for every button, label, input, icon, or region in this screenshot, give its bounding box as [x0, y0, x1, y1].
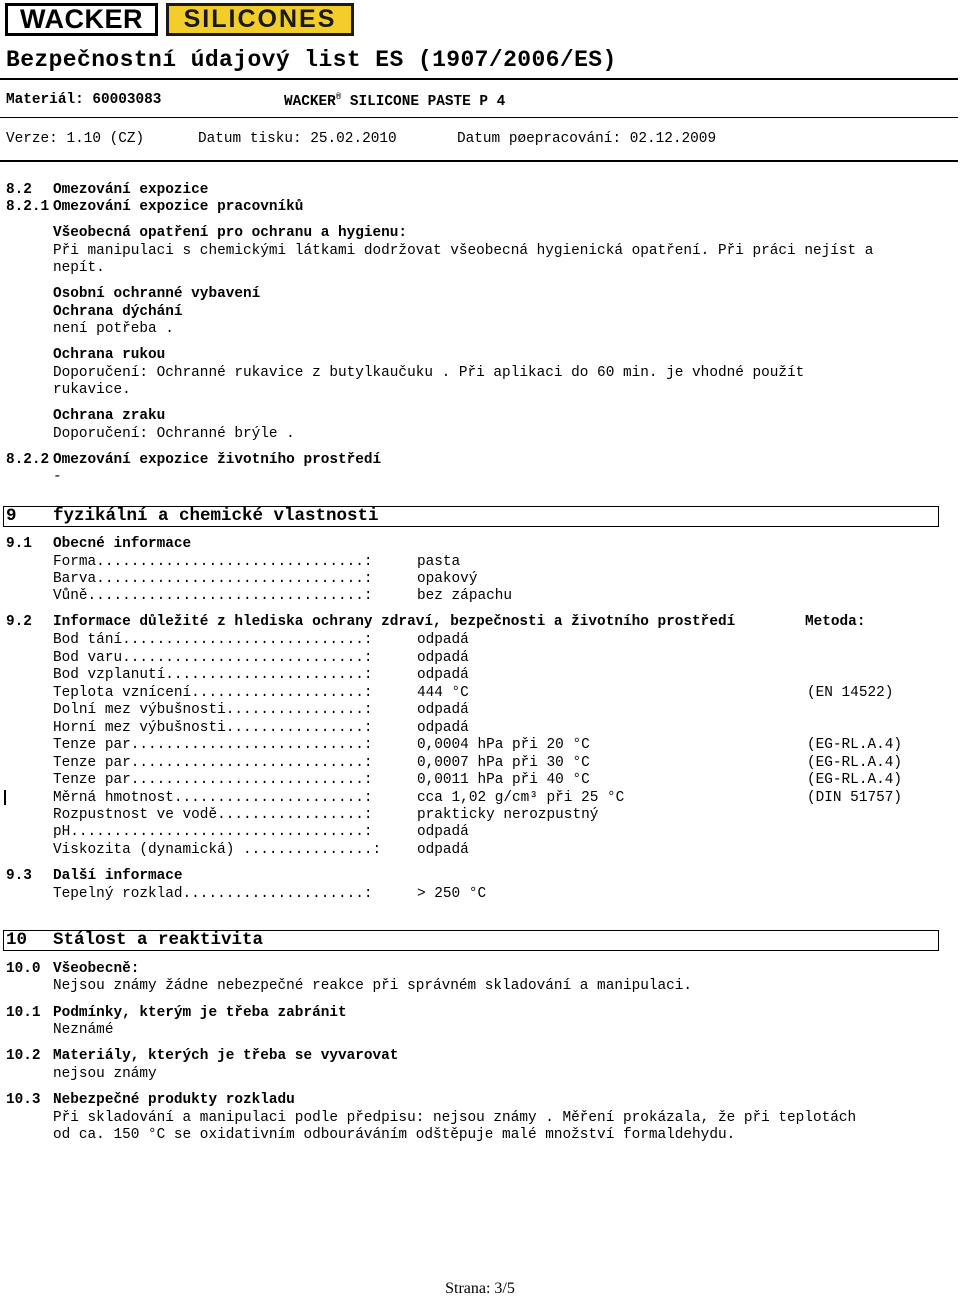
header-divider-2 — [0, 117, 958, 118]
property-label: Měrná hmotnost......................: — [53, 790, 373, 806]
version: Verze: 1.10 (CZ) — [6, 131, 145, 147]
property-method: (EG-RL.A.4) — [807, 755, 902, 771]
registered-mark: ® — [335, 92, 342, 102]
section-8-2-2-number: 8.2.2 — [6, 452, 50, 468]
property-label: Forma...............................: — [53, 554, 373, 570]
respiratory-heading: Ochrana dýchání — [53, 304, 183, 320]
section-10-title: Stálost a reaktivita — [53, 930, 264, 950]
section-9-header — [3, 506, 939, 527]
section-10-3-text-line1: Při skladování a manipulaci podle předpisu: nejsou známy . Měření prokázala, že při teplotách — [53, 1110, 857, 1126]
section-8-2-2-heading: Omezování expozice životního prostředí — [53, 452, 382, 468]
page-number: Strana: 3/5 — [445, 1280, 515, 1297]
property-value: prakticky nerozpustný — [417, 807, 599, 823]
header-divider — [0, 78, 958, 80]
property-value: 444 °C — [417, 685, 469, 701]
property-label: pH..................................: — [53, 824, 373, 840]
property-label: Bod varu............................: — [53, 650, 373, 666]
silicones-logo — [166, 3, 354, 36]
section-9-2-heading: Informace důležité z hlediska ochrany zdraví, bezpečnosti a životního prostředí — [53, 614, 736, 630]
property-value: 0,0004 hPa při 20 °C — [417, 737, 590, 753]
property-method: (EN 14522) — [807, 685, 894, 701]
method-column-header: Metoda: — [805, 614, 866, 630]
hygiene-text-line2: nepít. — [53, 260, 105, 276]
section-10-0-heading: Všeobecně: — [53, 961, 140, 977]
property-value: 0,0007 hPa při 30 °C — [417, 755, 590, 771]
property-value: odpadá — [417, 842, 469, 858]
property-label: Rozpustnost ve vodě.................: — [53, 807, 373, 823]
ppe-heading: Osobní ochranné vybavení — [53, 286, 261, 302]
hand-heading: Ochrana rukou — [53, 347, 166, 363]
property-value: odpadá — [417, 650, 469, 666]
section-9-3-heading: Další informace — [53, 868, 183, 884]
product-suffix: SILICONE PASTE P 4 — [349, 93, 506, 110]
revision-date: Datum pøepracování: 02.12.2009 — [457, 131, 717, 147]
document-title: Bezpečnostní údajový list ES (1907/2006/ES) — [6, 47, 617, 73]
environment-text: - — [53, 469, 62, 485]
property-value: odpadá — [417, 632, 469, 648]
revision-marker — [4, 790, 6, 805]
property-label: Teplota vznícení....................: — [53, 685, 373, 701]
property-label: Tenze par...........................: — [53, 772, 373, 788]
property-value: pasta — [417, 554, 461, 570]
eye-heading: Ochrana zraku — [53, 408, 166, 424]
header-divider-3 — [0, 160, 958, 162]
property-label: Bod tání............................: — [53, 632, 373, 648]
silicones-logo-text: SILICONES — [183, 5, 337, 33]
section-10-number: 10 — [6, 930, 28, 950]
property-value: odpadá — [417, 720, 469, 736]
thermal-decomposition-value: > 250 °C — [417, 886, 487, 902]
property-method: (EG-RL.A.4) — [807, 737, 902, 753]
section-9-3-number: 9.3 — [6, 868, 32, 884]
eye-text: Doporučení: Ochranné brýle . — [53, 426, 295, 442]
property-value: odpadá — [417, 824, 469, 840]
section-10-3-text-line2: od ca. 150 °C se oxidativním odbouráváním odštěpuje malé množství formaldehydu. — [53, 1127, 736, 1143]
section-10-2-heading: Materiály, kterých je třeba se vyvarovat — [53, 1048, 399, 1064]
property-value: opakový — [417, 571, 478, 587]
property-method: (EG-RL.A.4) — [807, 772, 902, 788]
section-10-2-text: nejsou známy — [53, 1066, 157, 1082]
wacker-logo-text: WACKER — [20, 4, 143, 34]
hygiene-text-line1: Při manipulaci s chemickými látkami dodržovat všeobecná hygienická opatření. Při práci nejíst a — [53, 243, 874, 259]
section-10-1-heading: Podmínky, kterým je třeba zabránit — [53, 1005, 347, 1021]
property-value: cca 1,02 g/cm³ při 25 °C — [417, 790, 625, 806]
wacker-logo — [5, 3, 158, 36]
property-label: Dolní mez výbušnosti................: — [53, 702, 373, 718]
section-10-0-text: Nejsou známy žádne nebezpečné reakce při správném skladování a manipulaci. — [53, 978, 693, 994]
section-8-2-1-heading: Omezování expozice pracovníků — [53, 199, 304, 215]
hand-text-line2: rukavice. — [53, 382, 131, 398]
property-value: odpadá — [417, 702, 469, 718]
section-8-2-number: 8.2 — [6, 182, 32, 198]
material-number: Materiál: 60003083 — [6, 92, 162, 108]
respiratory-text: není potřeba . — [53, 321, 174, 337]
hand-text-line1: Doporučení: Ochranné rukavice z butylkaučuku . Při aplikaci do 60 min. je vhodné použít — [53, 365, 805, 381]
property-method: (DIN 51757) — [807, 790, 902, 806]
section-8-2-1-number: 8.2.1 — [6, 199, 50, 215]
property-value: bez zápachu — [417, 588, 512, 604]
property-label: Tenze par...........................: — [53, 755, 373, 771]
section-10-2-number: 10.2 — [6, 1048, 41, 1064]
print-date: Datum tisku: 25.02.2010 — [198, 131, 397, 147]
section-9-1-heading: Obecné informace — [53, 536, 192, 552]
section-10-1-number: 10.1 — [6, 1005, 41, 1021]
section-10-3-heading: Nebezpečné produkty rozkladu — [53, 1092, 295, 1108]
section-9-title: fyzikální a chemické vlastnosti — [53, 506, 379, 526]
hygiene-heading: Všeobecná opatření pro ochranu a hygienu: — [53, 225, 408, 241]
property-label: Bod vzplanutí.......................: — [53, 667, 373, 683]
property-label: Horní mez výbušnosti................: — [53, 720, 373, 736]
section-10-1-text: Neznámé — [53, 1022, 114, 1038]
section-9-number: 9 — [6, 506, 17, 526]
section-10-3-number: 10.3 — [6, 1092, 41, 1108]
product-name — [284, 92, 505, 110]
section-9-1-number: 9.1 — [6, 536, 32, 552]
property-value: 0,0011 hPa při 40 °C — [417, 772, 590, 788]
property-label: Tenze par...........................: — [53, 737, 373, 753]
property-label: Vůně................................: — [53, 588, 373, 604]
property-label: Viskozita (dynamická) ...............: — [53, 842, 382, 858]
section-10-0-number: 10.0 — [6, 961, 41, 977]
section-8-2-heading: Omezování expozice — [53, 182, 209, 198]
section-9-2-number: 9.2 — [6, 614, 32, 630]
section-10-header — [3, 930, 939, 951]
property-value: odpadá — [417, 667, 469, 683]
product-brand: WACKER — [284, 93, 336, 110]
thermal-decomposition-label: Tepelný rozklad.....................: — [53, 886, 373, 902]
property-label: Barva...............................: — [53, 571, 373, 587]
